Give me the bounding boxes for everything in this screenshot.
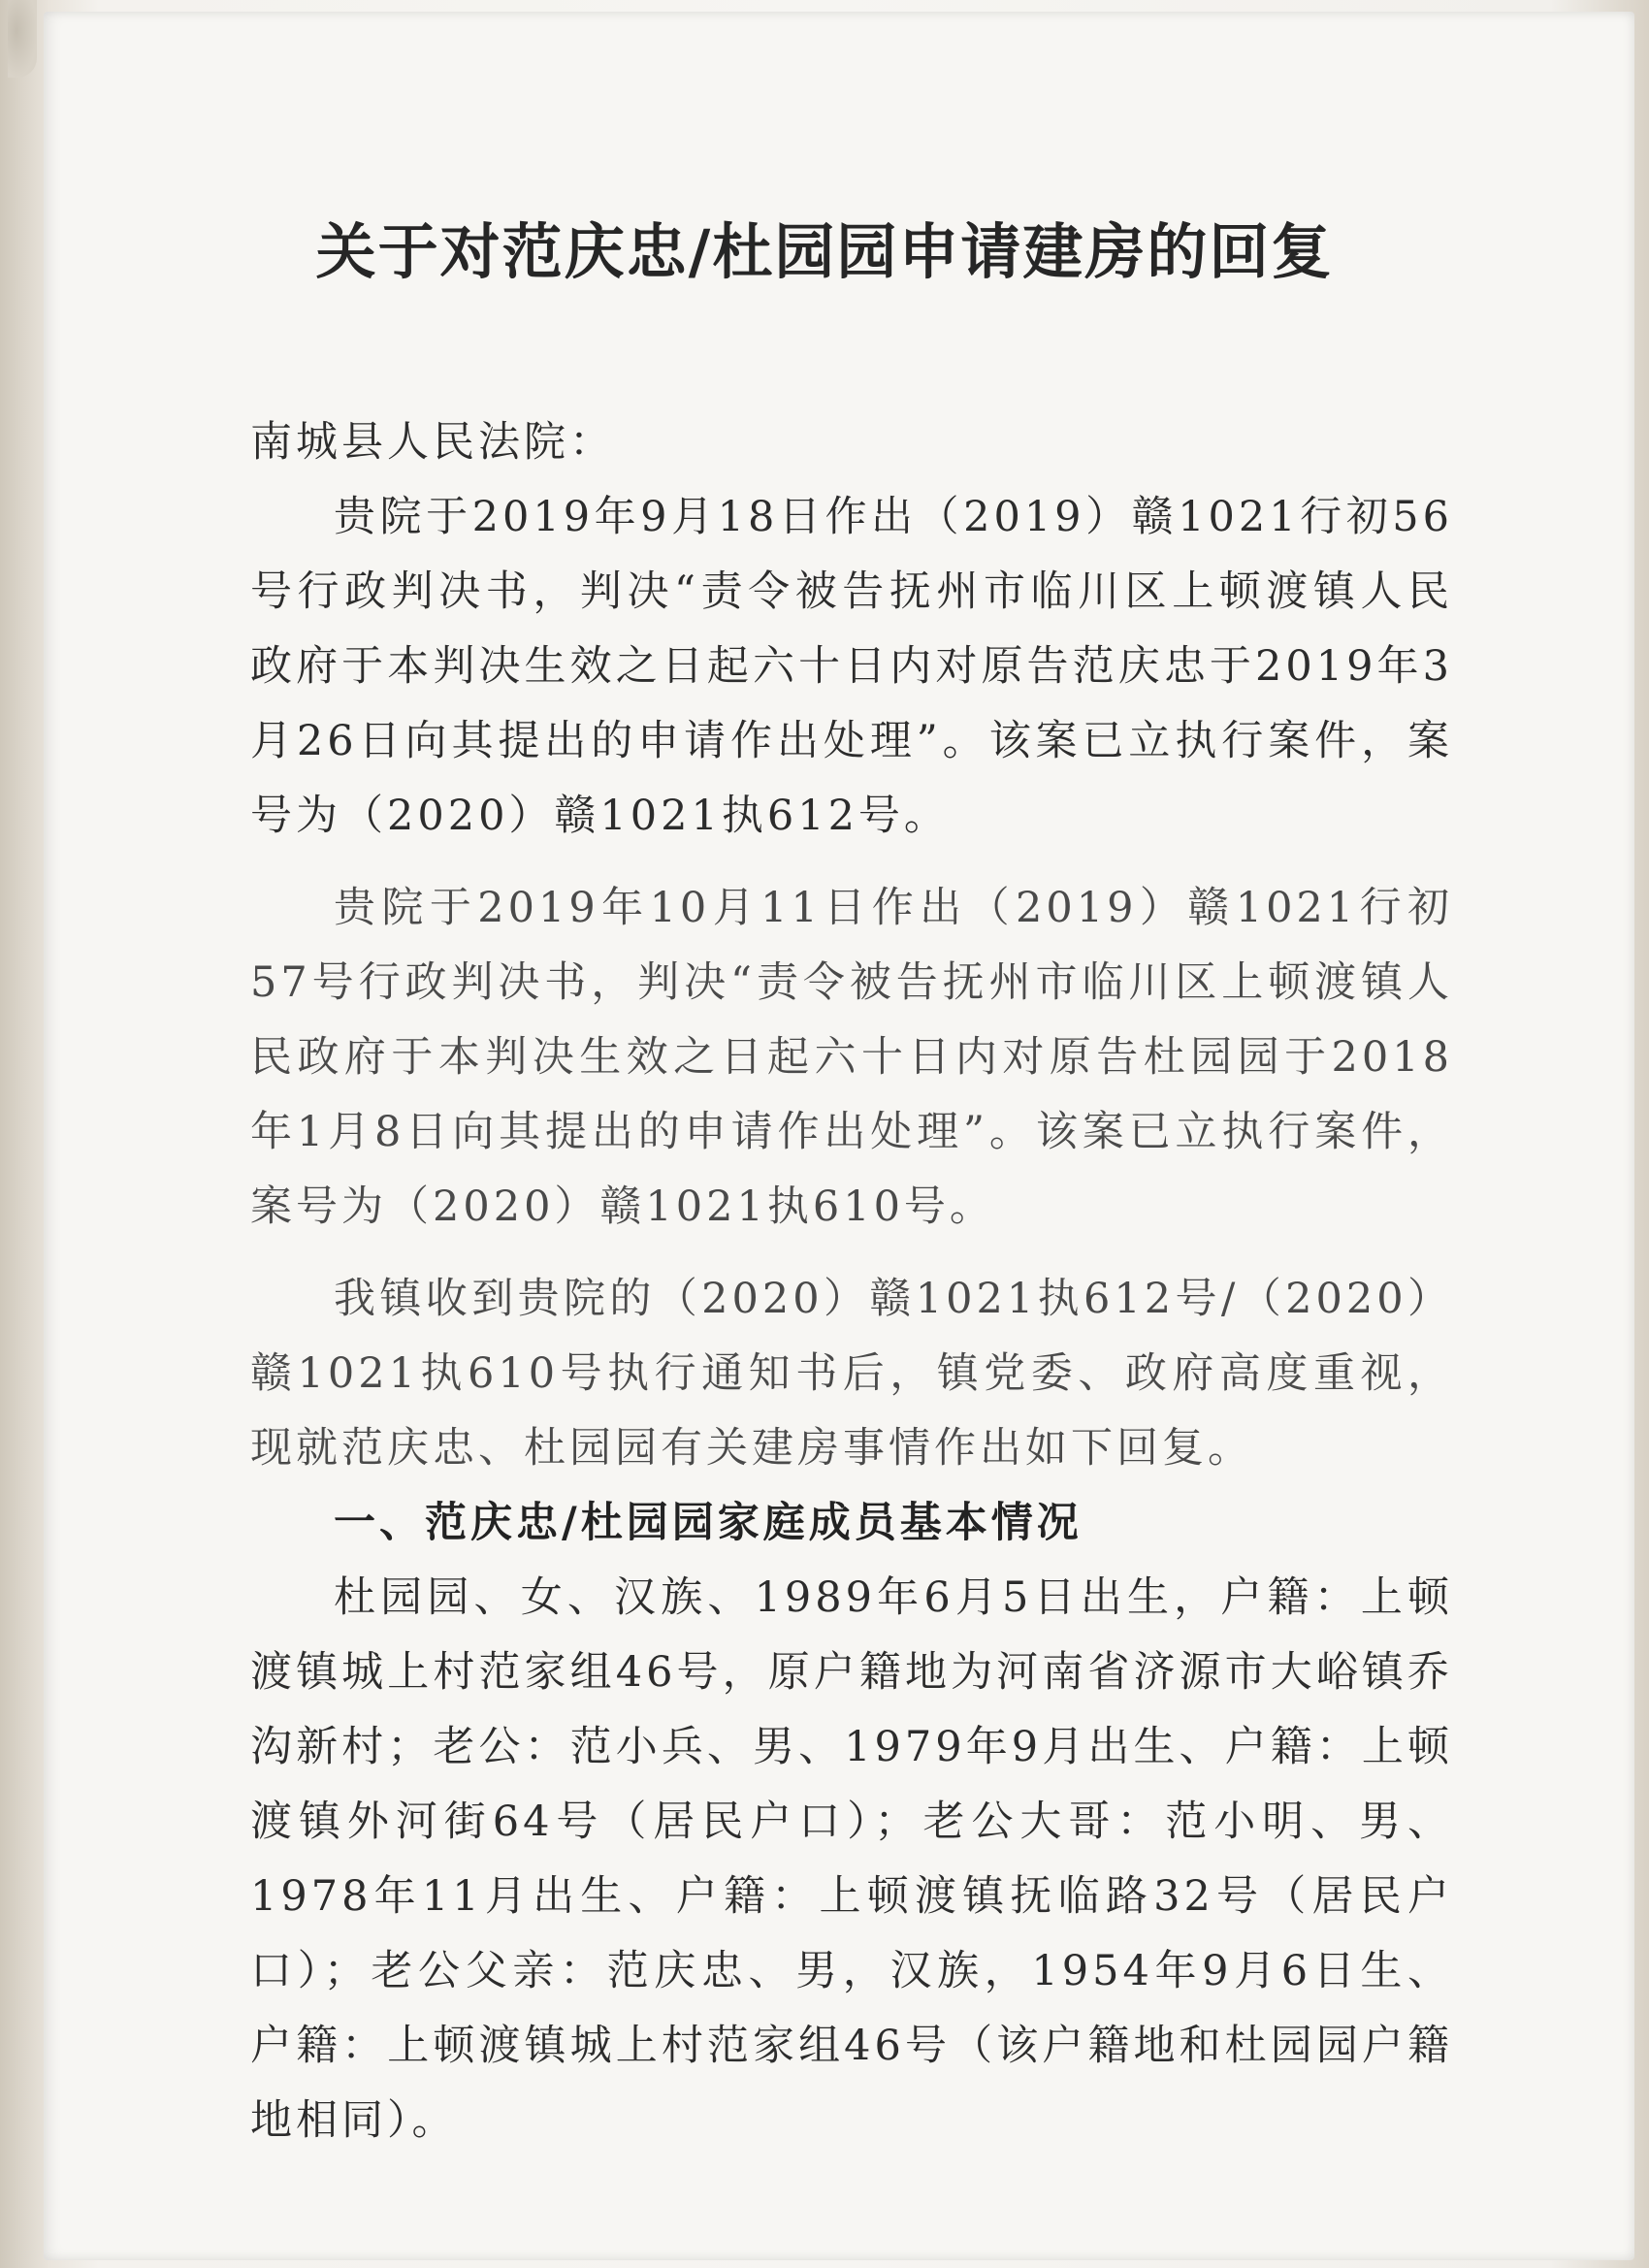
paragraph-1: 贵院于2019年9月18日作出（2019）赣1021行初56号行政判决书，判决“责令被告抚州市临川区上顿渡镇人民政府于本判决生效之日起六十日内对原告范庆忠于2019年3月26日向其提出的申请作出处理”。该案已立执行案件，案号为（2020）赣1021执612号。 [250,493,1453,840]
section-paragraph: 杜园园、女、汉族、1989年6月5日出生，户籍：上顿渡镇城上村范家组46号，原户籍地为河南省济源市大峪镇乔沟新村；老公：范小兵、男、1979年9月出生、户籍：上顿渡镇外河街64号（居民户口）；老公大哥：范小明、男、1978年11月出生、户籍：上顿渡镇抚临路32号（居民户口）；老公父亲：范庆忠、男，汉族，1954年9月6日生、户籍：上顿渡镇城上村范家组46号（该户籍地和杜园园户籍地相同）。 [250,1573,1453,2145]
document-title: 关于对范庆忠/杜园园申请建房的回复 [315,216,1334,287]
paragraph-2: 贵院于2019年10月11日作出（2019）赣1021行初57号行政判决书，判决“责令被告抚州市临川区上顿渡镇人民政府于本判决生效之日起六十日内对原告杜园园于2018年1月8日向其提出的申请作出处理”。该案已立执行案件，案号为（2020）赣1021执610号。 [250,884,1453,1231]
section-heading: 一、范庆忠/杜园园家庭成员基本情况 [334,1499,1083,1547]
binding-mark [8,0,37,78]
salutation: 南城县人民法院： [250,418,615,467]
paragraph-3: 我镇收到贵院的（2020）赣1021执612号/（2020）赣1021执610号执行通知书后，镇党委、政府高度重视，现就范庆忠、杜园园有关建房事情作出如下回复。 [250,1275,1453,1473]
document-body [250,405,1453,2158]
